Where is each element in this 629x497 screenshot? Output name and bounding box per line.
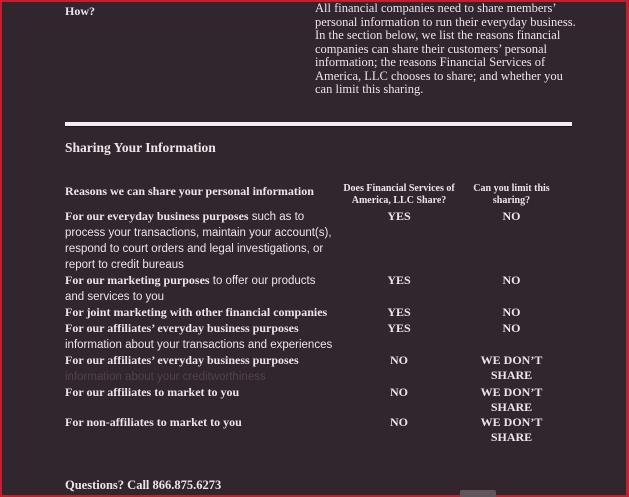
row-reason-detail-faint: information about your creditworthiness [65, 371, 266, 383]
row-reason [65, 321, 337, 353]
row-share-value: NO [390, 385, 408, 399]
row-reason-bold: For our marketing purposes [65, 273, 210, 287]
row-reason [65, 305, 337, 321]
row-reason [65, 385, 337, 401]
table-row-everyday-business [65, 209, 562, 273]
table-row-affiliates-creditworthiness [65, 353, 562, 385]
row-reason-bold: For our everyday business purposes [65, 209, 249, 223]
row-share-value: YES [387, 305, 411, 319]
row-limit-value: WE DON’T SHARE [480, 385, 543, 414]
row-reason-bold: For non-affiliates to market to you [65, 415, 242, 429]
column-header-share: Does Financial Services of America, LLC Share? [343, 183, 455, 206]
row-share-value: NO [390, 415, 408, 429]
row-reason-bold: For our affiliates to market to you [65, 385, 240, 399]
row-reason [65, 273, 337, 305]
row-share-value: YES [387, 273, 411, 287]
row-share-value: YES [387, 209, 411, 223]
row-limit-value: WE DON’T SHARE [480, 415, 543, 444]
questions-phone-line: Questions? Call 866.875.6273 [65, 478, 222, 492]
section-heading: Sharing Your Information [65, 140, 216, 155]
table-header-row [65, 183, 562, 206]
row-share-value: NO [390, 353, 408, 367]
row-reason-bold: For joint marketing with other financial companies [65, 305, 328, 319]
row-reason-detail: such as to process your transactions, maintain your account(s), respond to court orders and legal investigations, or report to credit bureaus [65, 211, 332, 271]
table-row-affiliates-market [65, 385, 562, 415]
table-row-nonaffiliates-market [65, 415, 562, 445]
row-reason [65, 415, 337, 431]
row-share-value: YES [387, 321, 411, 335]
partially-visible-element[interactable] [460, 490, 496, 497]
table-row-joint-marketing [65, 305, 562, 321]
table-row-marketing [65, 273, 562, 305]
how-label: How? [65, 4, 95, 18]
row-limit-value: NO [502, 321, 521, 335]
section-divider [65, 122, 572, 126]
column-header-limit: Can you limit this sharing? [473, 183, 550, 206]
row-limit-value: NO [502, 209, 521, 223]
row-reason-bold: For our affiliates’ everyday business purposes [65, 321, 299, 335]
row-reason [65, 353, 337, 385]
row-limit-value: NO [502, 273, 521, 287]
row-reason-detail: information about your transactions and experiences [65, 339, 333, 351]
row-reason-detail: to offer our products and services to you [65, 275, 316, 303]
row-limit-value: WE DON’T SHARE [480, 353, 543, 382]
column-header-reasons: Reasons we can share your personal information [65, 184, 314, 198]
row-limit-value: NO [502, 305, 521, 319]
intro-paragraph: All financial companies need to share members’ personal information to run their everyday business. In the section below, we list the reasons financial companies can share their customers’ personal information; the reasons Financial Services of America, LLC chooses to share; and whether you can limit this sharing. [315, 1, 576, 96]
table-row-affiliates-transactions [65, 321, 562, 353]
row-reason [65, 209, 337, 273]
row-reason-bold: For our affiliates’ everyday business purposes [65, 353, 299, 367]
sharing-table [65, 183, 562, 445]
